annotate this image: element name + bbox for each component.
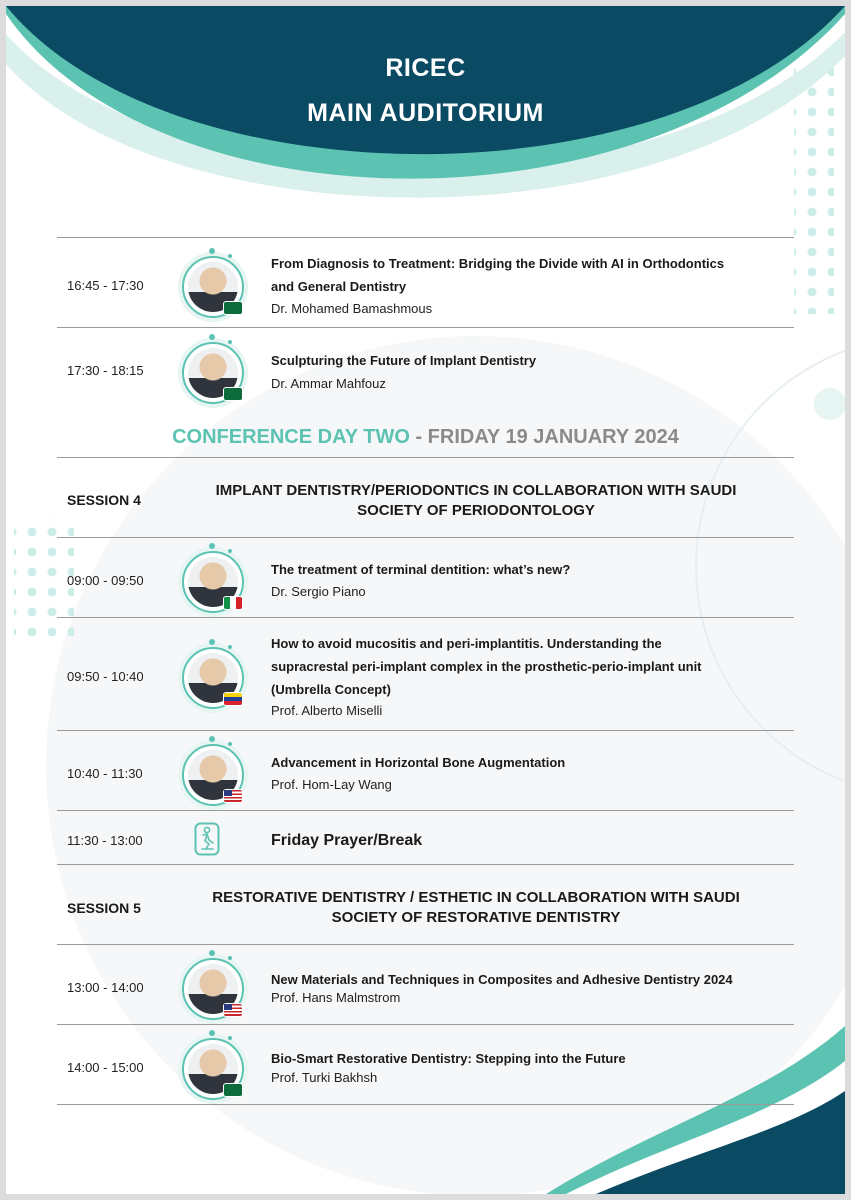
session-label: SESSION 4	[67, 492, 141, 508]
talk-time: 13:00 - 14:00	[67, 980, 144, 995]
saudi-arabia-flag-icon	[224, 302, 242, 314]
talk-time: 10:40 - 11:30	[67, 766, 143, 781]
speaker-name: Dr. Ammar Mahfouz	[271, 376, 386, 391]
divider	[57, 730, 794, 731]
speaker-name: Dr. Sergio Piano	[271, 584, 366, 599]
background-decoration	[6, 6, 845, 1194]
talk-time: 09:50 - 10:40	[67, 669, 144, 684]
venezuela-flag-icon	[224, 693, 242, 705]
divider	[57, 864, 794, 865]
talk-title: The treatment of terminal dentition: what’s new?	[271, 562, 571, 577]
session-label: SESSION 5	[67, 900, 141, 916]
break-label: Friday Prayer/Break	[271, 832, 423, 849]
auditorium-name: MAIN AUDITORIUM	[307, 99, 544, 127]
program-page	[6, 6, 845, 1194]
talk-time: 17:30 - 18:15	[67, 363, 144, 378]
saudi-arabia-flag-icon	[224, 1084, 242, 1096]
session-title: IMPLANT DENTISTRY/PERIODONTICS IN COLLABORATION WITH SAUDI SOCIETY OF PERIODONTOLOGY	[215, 482, 737, 519]
speaker-name: Prof. Hom-Lay Wang	[271, 777, 392, 792]
talk-title: Sculpturing the Future of Implant Dentistry	[271, 353, 537, 368]
speaker-avatar	[182, 551, 244, 613]
day-heading: CONFERENCE DAY TWO - FRIDAY 19 JANUARY 2024	[172, 426, 679, 448]
divider	[57, 327, 794, 328]
talk-title: From Diagnosis to Treatment: Bridging the Divide with AI in Orthodontics and General Dentistry	[271, 256, 725, 294]
talk-time: 16:45 - 17:30	[67, 278, 144, 293]
saudi-arabia-flag-icon	[224, 388, 242, 400]
talk-title: New Materials and Techniques in Composites and Adhesive Dentistry 2024	[271, 972, 733, 987]
speaker-avatar	[182, 256, 244, 318]
session-title: RESTORATIVE DENTISTRY / ESTHETIC IN COLLABORATION WITH SAUDI SOCIETY OF RESTORATIVE DENTISTRY	[212, 889, 740, 926]
dot-grid-left	[14, 516, 74, 636]
talk-title: How to avoid mucositis and peri-implantitis. Understanding the supracrestal peri-implant complex in the prosthetic-perio-implant unit (Umbrella Concept)	[271, 636, 702, 697]
divider	[57, 944, 794, 945]
speaker-avatar	[182, 342, 244, 404]
talk-title: Advancement in Horizontal Bone Augmentation	[271, 755, 566, 770]
divider	[57, 237, 794, 238]
italy-flag-icon	[224, 597, 242, 609]
talk-title: Bio-Smart Restorative Dentistry: Stepping into the Future	[271, 1051, 626, 1066]
talk-time: 09:00 - 09:50	[67, 573, 144, 588]
prayer-icon	[194, 822, 220, 856]
small-dot-shape	[814, 388, 845, 420]
usa-flag-icon	[224, 790, 242, 802]
speaker-avatar	[182, 647, 244, 709]
speaker-avatar	[182, 958, 244, 1020]
speaker-avatar	[182, 744, 244, 806]
speaker-name: Prof. Hans Malmstrom	[271, 990, 401, 1005]
venue-name: RICEC	[385, 54, 466, 82]
divider	[57, 810, 794, 811]
speaker-name: Prof. Turki Bakhsh	[271, 1070, 378, 1085]
divider	[57, 457, 794, 458]
divider	[57, 1024, 794, 1025]
usa-flag-icon	[224, 1004, 242, 1016]
divider	[57, 537, 794, 538]
break-time: 11:30 - 13:00	[67, 833, 143, 848]
speaker-name: Dr. Mohamed Bamashmous	[271, 301, 433, 316]
speaker-name: Prof. Alberto Miselli	[271, 703, 383, 718]
speaker-avatar	[182, 1038, 244, 1100]
divider	[57, 1104, 794, 1105]
divider	[57, 617, 794, 618]
talk-time: 14:00 - 15:00	[67, 1060, 144, 1075]
